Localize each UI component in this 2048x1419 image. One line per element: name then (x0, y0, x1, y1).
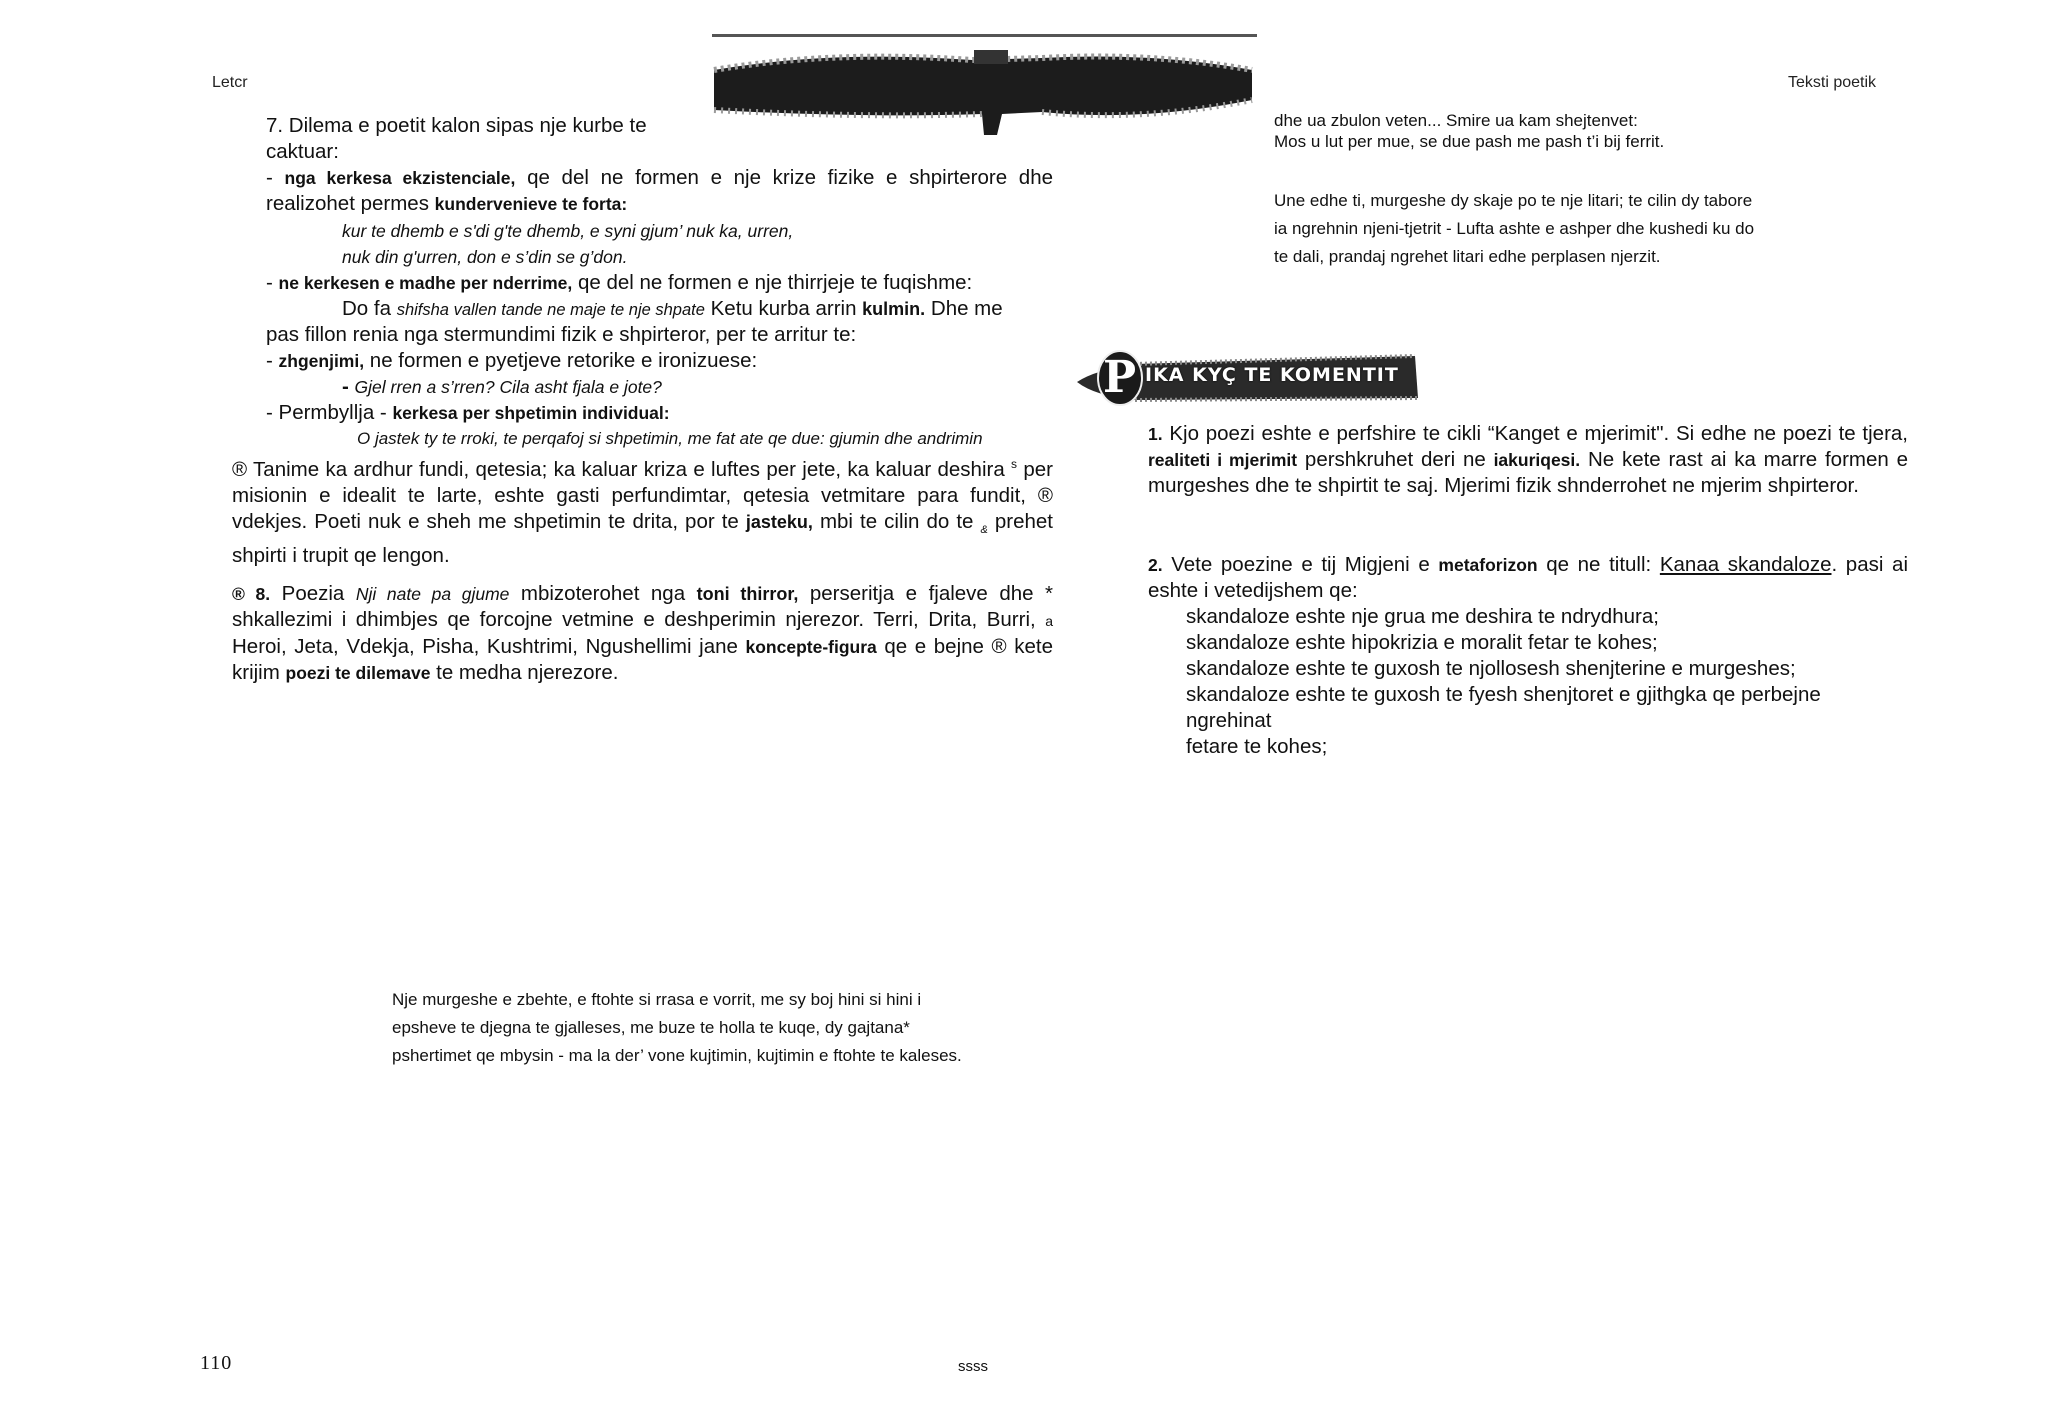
bullet-existential: - nga kerkesa ekzistenciale, qe del ne formen e nje krize fizike e shpirterore dhe realizohet permes kundervenieve te forta: (266, 166, 1053, 215)
paragraph-item-8: ® 8. Poezia Nji nate pa gjume mbizoterohet nga toni thirror, perseritja e fjaleve dhe * shkallezimi i dhimbjes qe forcojne vetmine e deshperimin njerezor. Terri, Drita, Burri, a Heroi, Jeta, Vdekja, Pisha, Kushtrimi, Ngushellimi jane koncepte-figura qe e bejne ® kete krijim poezi te dilemave te medha njerezore. (232, 582, 1053, 684)
right-top-line-2: Mos u lut per mue, se due pash me pash t’i bij ferrit. (1274, 132, 1665, 151)
quote-2-cont: pas fillon renia nga stermundimi fizik e shpirteror, per te arritur te: (266, 323, 857, 346)
item-7-text: 7. Dilema e poetit kalon sipas nje kurbe te (266, 114, 647, 137)
quote-1-line-1: kur te dhemb e s'di g'te dhemb, e syni gjum’ nuk ka, urren, (342, 221, 794, 241)
scandal-list-item: skandaloze eshte hipokrizia e moralit fetar te kohes; (1186, 631, 1658, 654)
right-mid-quote: Une edhe ti, murgeshe dy skaje po te nje litari; te cilin dy tabore ia ngrehnin njeni-tjetrit - Lufta ashte e ashper dhe kushedi ku do te dali, prandaj ngrehet litari edhe perplasen njerzit. (1274, 191, 1755, 266)
footer-center-text: ssss (958, 1358, 988, 1375)
scandal-list-item: skandaloze eshte te guxosh te fyesh shenjtoret e gjithgka qe perbejne ngrehinat (1186, 683, 1821, 732)
key-point-2: 2. Vete poezine e tij Migjeni e metaforizon qe ne titull: Kanaa skandaloze. pasi ai eshte i vetedijshem qe: (1148, 553, 1908, 602)
quote-bottom: Nje murgeshe e zbehte, e ftohte si rrasa e vorrit, me sy boj hini si hini i epsheve te djegna te gjalleses, me buze te holla te kuqe, dy gajtana* pshertimet qe mbysin - ma la der’ vone kujtimin, kujtimin e ftohte te kaleses. (392, 990, 962, 1065)
bullet-change: - ne kerkesen e madhe per nderrime, qe del ne formen e nje thirrjeje te fuqishme: (266, 271, 973, 294)
banner-title: IKA KYÇ TE KOMENTIT (1145, 364, 1399, 386)
bullet-disillusion: - zhgenjimi, ne formen e pyetjeve retorike e ironizuese: (266, 349, 758, 372)
quote-1-line-2: nuk din g'urren, don e s’din se g’don. (342, 247, 628, 267)
running-header-right: Teksti poetik (1788, 74, 1877, 91)
quote-4-line: O jastek ty te rroki, te perqafoj si shpetimin, me fat ate qe due: gjumin dhe andrimin (357, 429, 983, 448)
item-7-intro (266, 113, 698, 139)
quote-2-line: Do fa shifsha vallen tande ne maje te nje shpate Ketu kurba arrin kulmin. Dhe me (342, 297, 1003, 320)
banner-initial-letter: P (1103, 352, 1137, 403)
scandal-list-item: fetare te kohes; (1186, 735, 1328, 758)
scandal-list-item: skandaloze eshte nje grua me deshira te ndrydhura; (1186, 605, 1659, 628)
item-7-intro-cont: caktuar: (266, 140, 339, 163)
key-points-banner (1075, 348, 1420, 408)
running-header-left: Letcr (212, 74, 248, 91)
scandal-list (1186, 604, 1866, 760)
key-point-1: 1. Kjo poezi eshte e perfshire te cikli “Kanget e mjerimit". Si edhe ne poezi te tjera, realiteti i mjerimit pershkruhet deri ne iakuriqesi. Ne kete rast ai ka marre formen e murgeshes dhe te shpirtit te saj. Mjerimi fizik shnderrohet ne mjerim shpirteror. (1148, 422, 1908, 497)
brush-banner-graphic (712, 30, 1257, 140)
scandal-list-item: skandaloze eshte te guxosh te njollosesh shenjterine e murgeshes; (1186, 657, 1796, 680)
bullet-closure: - Permbyllja - kerkesa per shpetimin individual: (266, 401, 670, 424)
page-number: 110 (200, 1352, 233, 1374)
right-top-line-1: dhe ua zbulon veten... Smire ua kam shejtenvet: (1274, 111, 1638, 130)
paragraph-conclusion: ® Tanime ka ardhur fundi, qetesia; ka kaluar kriza e luftes per jete, ka kaluar deshira $^s$ per misionin e idealit te larte, eshte gasti perfundimtar, qetesia vetmitare para fundit, ® vdekjes. Poeti nuk e sheh me shpetimin te drita, por te jasteku, mbi te cilin do te $_{\&}$ prehet shpirti i trupit qe lengon. (232, 457, 1053, 567)
quote-3-line: - Gjel rren a s’rren? Cila asht fjala e jote? (342, 375, 662, 398)
